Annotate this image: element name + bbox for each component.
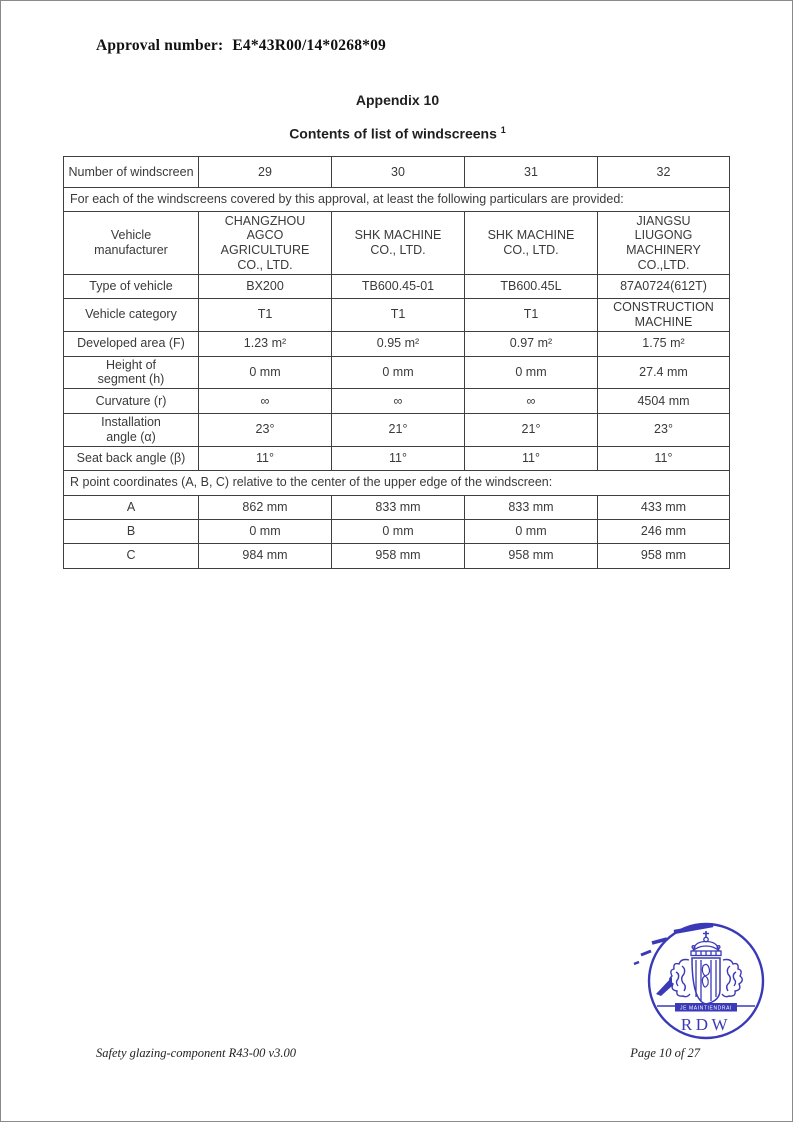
table-row-seat-back-angle <box>64 446 730 470</box>
table-row-curvature <box>64 389 730 414</box>
value-cell: 958 mm <box>598 543 730 568</box>
header-label-cell: Number of windscreen <box>64 157 199 188</box>
row-label: Height of segment (h) <box>97 357 165 387</box>
value-cell: 4504 mm <box>598 389 730 414</box>
value-cell: 958 mm <box>465 543 598 568</box>
contents-title <box>1 125 793 142</box>
value-cell: 833 mm <box>465 495 598 519</box>
value-cell: 0.95 m² <box>332 331 465 356</box>
row-label: Vehicle manufacturer <box>94 228 168 257</box>
value-cell: 23° <box>199 414 332 447</box>
shield-icon <box>692 958 720 1004</box>
value-cell: T1 <box>332 299 465 332</box>
motto-text: JE MAINTIENDRAI <box>679 1005 733 1012</box>
value-cell: CONSTRUCTION MACHINE <box>598 299 730 332</box>
table-row-developed-area <box>64 331 730 356</box>
value-cell: 0 mm <box>465 519 598 543</box>
table-row-intro <box>64 188 730 212</box>
value-cell: ∞ <box>199 389 332 414</box>
value-cell: 21° <box>332 414 465 447</box>
row-label-cell: Vehicle category <box>64 299 199 332</box>
value-cell: 11° <box>465 446 598 470</box>
table-row-category <box>64 299 730 332</box>
footer-page-number: Page 10 of 27 <box>630 1046 700 1060</box>
value-cell: 0.97 m² <box>465 331 598 356</box>
intro-row-cell: For each of the windscreens covered by this approval, at least the following particulars are provided: <box>64 188 730 212</box>
rpoint-row-cell: R point coordinates (A, B, C) relative to the center of the upper edge of the windscreen: <box>64 470 730 495</box>
row-label-cell <box>64 414 199 447</box>
value-cell: 0 mm <box>199 356 332 389</box>
value-cell: 87A0724(612T) <box>598 275 730 299</box>
value-cell: 11° <box>199 446 332 470</box>
contents-title-text: Contents of list of windscreens <box>289 125 497 142</box>
table-row-installation-angle <box>64 414 730 447</box>
value-cell: 1.23 m² <box>199 331 332 356</box>
value-cell: 862 mm <box>199 495 332 519</box>
table-row-header <box>64 157 730 188</box>
value-cell: 27.4 mm <box>598 356 730 389</box>
rdw-stamp <box>627 914 779 1052</box>
value-cell: 0 mm <box>332 519 465 543</box>
value-cell: 1.75 m² <box>598 331 730 356</box>
value-cell: T1 <box>199 299 332 332</box>
value-cell: TB600.45-01 <box>332 275 465 299</box>
value-cell: 833 mm <box>332 495 465 519</box>
row-label-cell: Type of vehicle <box>64 275 199 299</box>
value-cell <box>598 212 730 275</box>
row-label-cell: Seat back angle (β) <box>64 446 199 470</box>
value-cell <box>199 212 332 275</box>
table-row-type <box>64 275 730 299</box>
row-label: Installation angle (α) <box>101 415 161 444</box>
manufacturer-value: SHK MACHINE CO., LTD. <box>354 228 442 257</box>
contents-title-footnote-ref: 1 <box>500 125 506 135</box>
approval-number-value: E4*43R00/14*0268*09 <box>232 37 386 54</box>
rdw-text: RDW <box>680 1015 732 1034</box>
value-cell: 958 mm <box>332 543 465 568</box>
value-cell: 11° <box>332 446 465 470</box>
table-row-coordinate-a <box>64 495 730 519</box>
row-label-cell: Developed area (F) <box>64 331 199 356</box>
lion-left-icon <box>670 960 690 997</box>
appendix-title: Appendix 10 <box>355 92 440 108</box>
windscreen-number-cell: 29 <box>199 157 332 188</box>
row-label-cell: Curvature (r) <box>64 389 199 414</box>
value-cell: 984 mm <box>199 543 332 568</box>
row-label-cell: B <box>64 519 199 543</box>
approval-number-line <box>96 37 386 55</box>
footer-document-id: Safety glazing-component R43-00 v3.00 <box>96 1046 296 1060</box>
row-label-cell <box>64 356 199 389</box>
windscreen-number-cell: 32 <box>598 157 730 188</box>
row-label-cell: C <box>64 543 199 568</box>
windscreen-number-cell: 30 <box>332 157 465 188</box>
row-label-cell: A <box>64 495 199 519</box>
table-row-coordinate-b <box>64 519 730 543</box>
value-cell: 246 mm <box>598 519 730 543</box>
value-cell: T1 <box>465 299 598 332</box>
coat-of-arms <box>657 931 755 1012</box>
manufacturer-value: JIANGSU LIUGONG MACHINERY CO.,LTD. <box>626 213 701 272</box>
value-cell: ∞ <box>332 389 465 414</box>
row-label-cell <box>64 212 199 275</box>
value-cell <box>465 212 598 275</box>
manufacturer-value: CHANGZHOU AGCO AGRICULTURE CO., LTD. <box>220 213 310 272</box>
table-row-height-segment <box>64 356 730 389</box>
value-cell: 21° <box>465 414 598 447</box>
value-cell: 0 mm <box>465 356 598 389</box>
manufacturer-value: SHK MACHINE CO., LTD. <box>487 228 575 257</box>
value-cell: 433 mm <box>598 495 730 519</box>
windscreens-table <box>63 156 730 569</box>
windscreen-number-cell: 31 <box>465 157 598 188</box>
value-cell: BX200 <box>199 275 332 299</box>
crown-icon <box>691 931 721 956</box>
value-cell <box>332 212 465 275</box>
table-row-coordinate-c <box>64 543 730 568</box>
table-row-rpoint-intro <box>64 470 730 495</box>
value-cell: 0 mm <box>199 519 332 543</box>
motto-banner <box>657 1003 755 1012</box>
approval-number-label: Approval number: <box>96 37 224 54</box>
table-row-manufacturer <box>64 212 730 275</box>
lion-right-icon <box>722 960 742 997</box>
value-cell: 0 mm <box>332 356 465 389</box>
value-cell: TB600.45L <box>465 275 598 299</box>
value-cell: ∞ <box>465 389 598 414</box>
value-cell: 11° <box>598 446 730 470</box>
value-cell: 23° <box>598 414 730 447</box>
